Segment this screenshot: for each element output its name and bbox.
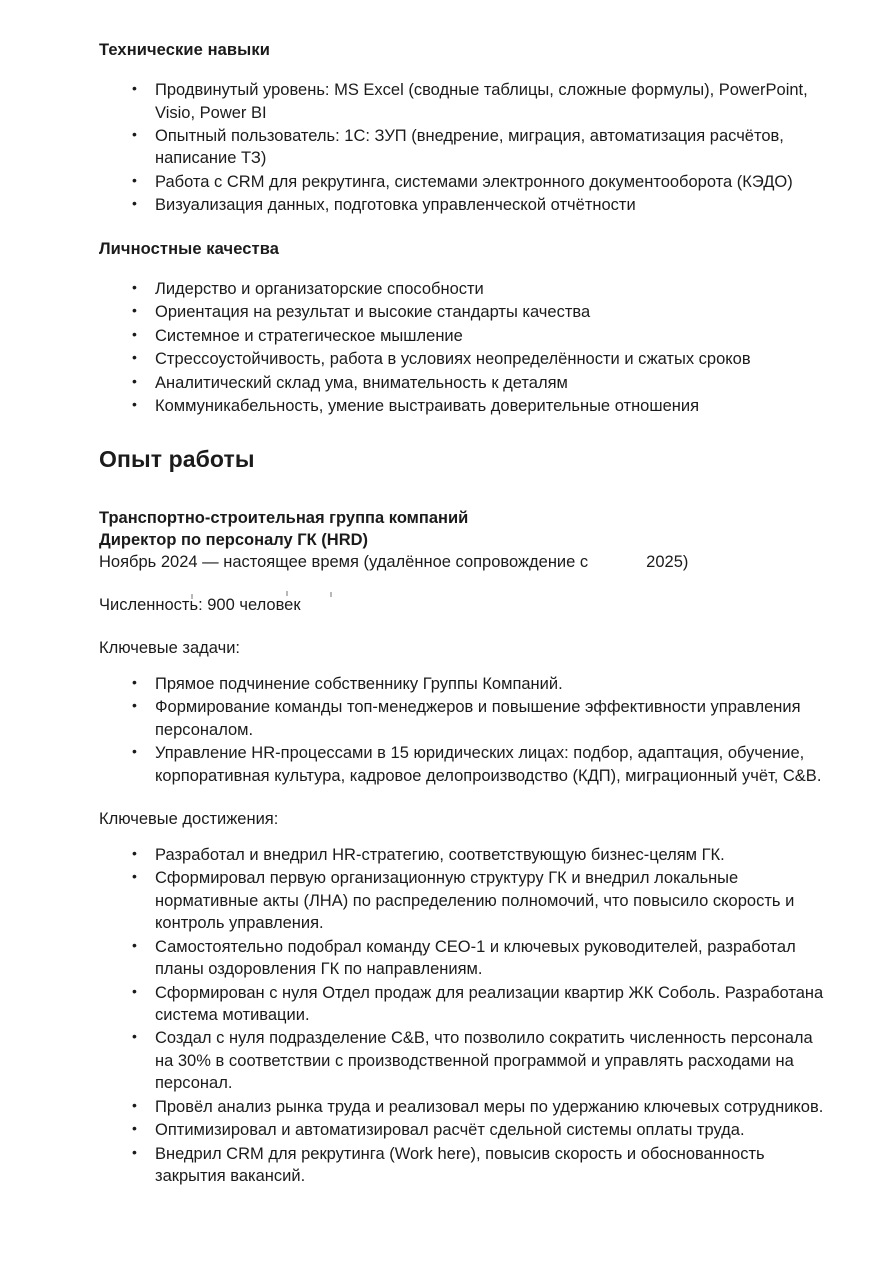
- list-item: • Сформировал первую организационную структуру ГК и внедрил локальные нормативные акты (ЛНА) по распределению полномочий, что повысило скорость и контроль управления.: [99, 867, 832, 934]
- spacer: [99, 617, 832, 638]
- list-item: • Ориентация на результат и высокие стандарты качества: [99, 301, 832, 323]
- heading-personal-qualities: Личностные качества: [99, 239, 280, 258]
- job-position: Директор по персоналу ГК (HRD): [99, 531, 369, 549]
- job-headcount: Численность: 900 человек: [99, 595, 301, 614]
- list-key-tasks: [99, 673, 832, 787]
- list-item: • Аналитический склад ума, внимательность к деталям: [99, 372, 832, 394]
- spacer: [99, 260, 832, 278]
- list-item: • Самостоятельно подобрал команду CEO-1 и ключевых руководителей, разработал планы оздоровления ГК по направлениям.: [99, 936, 832, 981]
- list-personal-qualities: [99, 278, 832, 418]
- spacer: [99, 831, 832, 844]
- list-item: • Прямое подчинение собственнику Группы Компаний.: [99, 673, 832, 695]
- spacer: [99, 218, 832, 239]
- list-item: • Опытный пользователь: 1С: ЗУП (внедрение, миграция, автоматизация расчётов, написание ТЗ): [99, 125, 832, 170]
- spacer: [99, 61, 832, 79]
- list-item: • Создал с нуля подразделение C&B, что позволило сократить численность персонала на 30% в соответствии с производственной программой и управлять расходами на персонал.: [99, 1027, 832, 1094]
- list-item: • Провёл анализ рынка труда и реализовал меры по удержанию ключевых сотрудников.: [99, 1096, 832, 1118]
- list-item: • Системное и стратегическое мышление: [99, 325, 832, 347]
- spacer: [99, 474, 832, 508]
- label-key-tasks: Ключевые задачи:: [99, 638, 240, 657]
- list-item: • Визуализация данных, подготовка управленческой отчётности: [99, 194, 832, 216]
- list-item: • Формирование команды топ-менеджеров и повышение эффективности управления персоналом.: [99, 696, 832, 741]
- job-dates-prefix: Ноябрь 2024 — настоящее время (удалённое сопровождение с: [99, 552, 589, 571]
- job-dates: [99, 552, 832, 574]
- document-content: [99, 40, 832, 1188]
- list-key-achievements: [99, 844, 832, 1188]
- list-item: • Лидерство и организаторские способности: [99, 278, 832, 300]
- list-item: • Продвинутый уровень: MS Excel (сводные таблицы, сложные формулы), PowerPoint, Visio, Power BI: [99, 79, 832, 124]
- spacer: [99, 660, 832, 673]
- spacer: [99, 418, 832, 446]
- list-item: • Стрессоустойчивость, работа в условиях неопределённости и сжатых сроков: [99, 348, 832, 370]
- job-dates-suffix: 2025): [646, 552, 689, 571]
- job-company: Транспортно-строительная группа компаний: [99, 509, 469, 528]
- heading-technical-skills: Технические навыки: [99, 41, 270, 59]
- list-item: • Работа с CRM для рекрутинга, системами электронного документооборота (КЭДО): [99, 171, 832, 193]
- list-item: • Оптимизировал и автоматизировал расчёт сдельной системы оплаты труда.: [99, 1119, 832, 1141]
- list-technical-skills: [99, 79, 832, 217]
- list-item: • Управление HR-процессами в 15 юридических лицах: подбор, адаптация, обучение, корпоративная культура, кадровое делопроизводство (КДП), миграционный учёт, C&B.: [99, 742, 832, 787]
- spacer: [99, 788, 832, 809]
- list-item: • Коммуникабельность, умение выстраивать доверительные отношения: [99, 395, 832, 417]
- label-key-achievements: Ключевые достижения:: [99, 809, 279, 828]
- list-item: • Разработал и внедрил HR-стратегию, соответствующую бизнес-целям ГК.: [99, 844, 832, 866]
- heading-work-experience: Опыт работы: [99, 446, 255, 473]
- list-item: • Сформирован с нуля Отдел продаж для реализации квартир ЖК Соболь. Разработана система мотивации.: [99, 982, 832, 1027]
- spacer: [99, 574, 832, 595]
- list-item: • Внедрил CRM для рекрутинга (Work here), повысив скорость и обоснованность закрытия вакансий.: [99, 1143, 832, 1188]
